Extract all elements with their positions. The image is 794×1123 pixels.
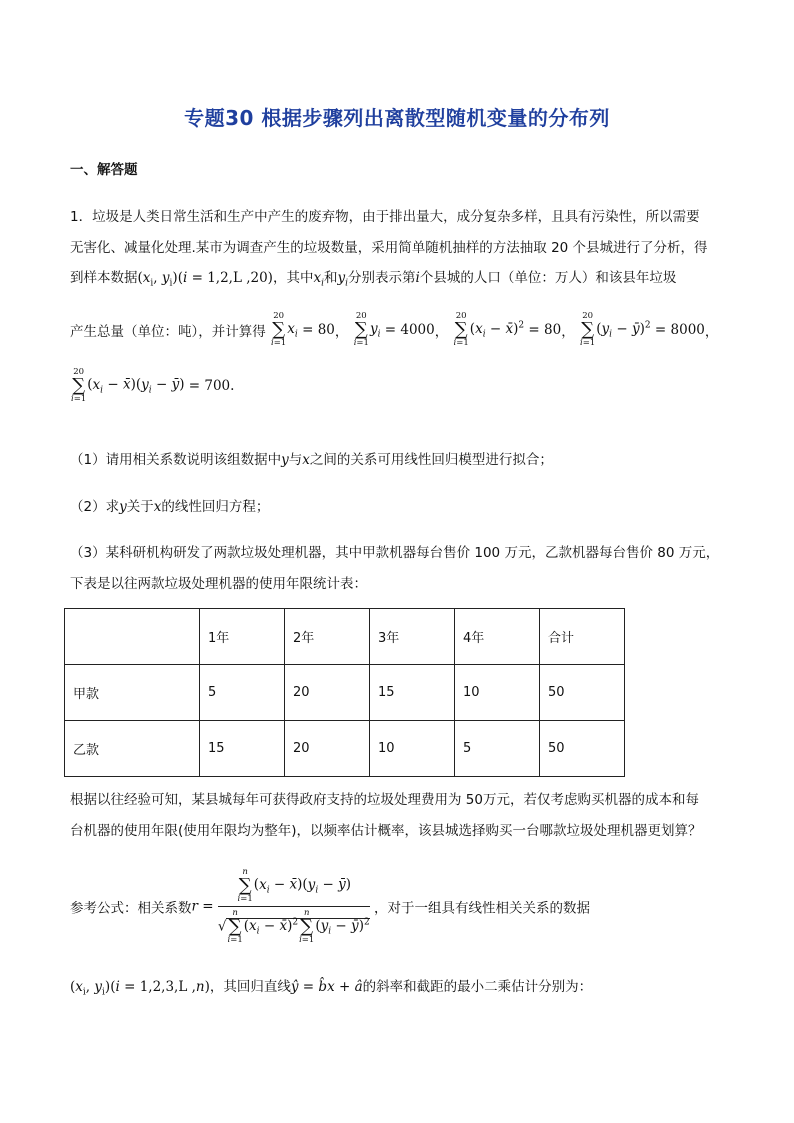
problem-line-4: 产生总量（单位：吨），并计算得 20 ∑ i=1 $x_i = 80$， 20 ∑ i=1 $y_i = 4000$， 20 ∑ i=1 ($x_i$ − x̄)$^2$ = 80， 20 ∑ i=1 ($y_i$ − ȳ)$^2$ = 8000，	[70, 311, 719, 348]
lifespan-table	[64, 608, 625, 777]
question-1: （1）请用相关系数说明该组数据中y与x之间的关系可用线性回归模型进行拟合；	[70, 452, 553, 468]
text-fragment: ，其回归直线	[209, 979, 291, 995]
text-fragment: 与	[288, 452, 303, 468]
data-pairs-formula: ($x_i$, $y_i)(i = 1,2,3,L$ ,n)	[70, 979, 210, 998]
question-3-line-2: 下表是以往两款垃圾处理机器的使用年限统计表：	[70, 576, 367, 592]
text-fragment: ，对于一组具有线性相关关系的数据	[374, 900, 590, 917]
table-cell: 20	[285, 665, 370, 721]
question-2: （2）求y关于x的线性回归方程；	[70, 499, 270, 515]
var-xi: $x_i$	[313, 270, 324, 289]
sum-yy-value: = 8000	[654, 322, 705, 338]
problem-line-3	[70, 266, 676, 289]
table-cell: 10	[455, 665, 540, 721]
text-fragment: 之间的关系可用线性回归模型进行拟合；	[309, 452, 553, 468]
page-title: 专题30 根据步骤列出离散型随机变量的分布列	[184, 106, 610, 130]
reference-formula-line: 参考公式：相关系数r = n ∑ i=1 ($x_i$ − $x̄)(y_i$ − ȳ) √ n ∑ i=1 ($x_i$ − x̄)$^2$ n ∑ i=1 ($y_i$ − ȳ)$^2$ ，对于一组具有线性相关关系的数据	[70, 867, 590, 945]
reference-line-2	[70, 975, 592, 998]
table-cell: 15	[200, 721, 285, 777]
var-yi: $y_i$	[337, 270, 348, 289]
text-fragment: （1）请用相关系数说明该组数据中	[70, 452, 282, 468]
sum-symbol: 20 ∑ i=1	[353, 311, 369, 348]
sample-data-formula: ($x_i$, $y_i)(i = 1,2,L$ ,20)	[137, 270, 273, 289]
text-fragment: ，其中	[272, 270, 314, 286]
sum-symbol: 20 ∑ i=1	[71, 367, 87, 404]
table-cell: 4年	[455, 609, 540, 665]
table-cell: 乙款	[65, 721, 200, 777]
problem-line-5: 20 ∑ i=1 ($x_i$ − $x̄)(y_i$ − ȳ) = 700.	[71, 367, 235, 404]
sum-xy-value: = 700.	[188, 378, 235, 394]
var-i: i	[415, 270, 420, 286]
table-cell: 50	[540, 665, 625, 721]
table-cell: 50	[540, 721, 625, 777]
correlation-formula: n ∑ i=1 ($x_i$ − $x̄)(y_i$ − ȳ) √ n ∑ i=1 ($x_i$ − x̄)$^2$ n ∑ i=1 ($y_i$ − ȳ)$^2$	[217, 867, 370, 945]
text-fragment: 关于	[126, 499, 154, 515]
problem-line-1: 1．垃圾是人类日常生活和生产中产生的废弃物，由于排出量大，成分复杂多样，且具有污染性，所以需要	[70, 209, 700, 225]
text-fragment: 分别表示第	[348, 270, 416, 286]
sum-symbol: 20 ∑ i=1	[580, 311, 596, 348]
table-cell: 1年	[200, 609, 285, 665]
followup-line-2: 台机器的使用年限(使用年限均为整年)，以频率估计概率，该县城选择购买一台哪款垃圾处理机器更划算？	[70, 823, 702, 839]
sum-symbol: 20 ∑ i=1	[453, 311, 469, 348]
table-cell	[65, 609, 200, 665]
table-cell: 2年	[285, 609, 370, 665]
text-fragment: 的线性回归方程；	[161, 499, 270, 515]
table-cell: 20	[285, 721, 370, 777]
text-fragment: 个县城的人口（单位：万人）和该县年垃圾	[419, 270, 677, 286]
table-cell: 10	[370, 721, 455, 777]
text-fragment: （2）求	[70, 499, 120, 515]
problem-line-2: 无害化、减量化处理.某市为调查产生的垃圾数量，采用简单随机抽样的方法抽取 20 个县城进行了分析，得	[70, 240, 708, 256]
text-fragment: 产生总量（单位：吨），并计算得	[70, 324, 266, 340]
table-cell: 3年	[370, 609, 455, 665]
section-heading: 一、解答题	[70, 162, 138, 178]
regression-line-formula: ŷ = b̂x + â	[290, 979, 363, 995]
table-row	[65, 721, 625, 777]
question-3-line-1: （3）某科研机构研发了两款垃圾处理机器，其中甲款机器每台售价 100 万元，乙款机器每台售价 80 万元，	[70, 545, 720, 561]
sum-x-value: = 80	[302, 322, 335, 338]
table-header-row	[65, 609, 625, 665]
followup-line-1: 根据以往经验可知，某县城每年可获得政府支持的垃圾处理费用为 50万元，若仅考虑购买机器的成本和每	[70, 792, 699, 808]
sum-symbol: 20 ∑ i=1	[271, 311, 287, 348]
text-fragment: 到样本数据	[70, 270, 138, 286]
text-fragment: 参考公式：相关系数	[70, 900, 192, 917]
sum-y-value: = 4000	[384, 322, 435, 338]
text-fragment: 的斜率和截距的最小二乘估计分别为：	[362, 979, 593, 995]
table-cell: 5	[455, 721, 540, 777]
table-cell: 合计	[540, 609, 625, 665]
table-cell: 5	[200, 665, 285, 721]
sum-xx-value: = 80	[528, 322, 562, 338]
table-cell: 甲款	[65, 665, 200, 721]
table-row	[65, 665, 625, 721]
text-fragment: 和	[323, 270, 338, 286]
table-cell: 15	[370, 665, 455, 721]
